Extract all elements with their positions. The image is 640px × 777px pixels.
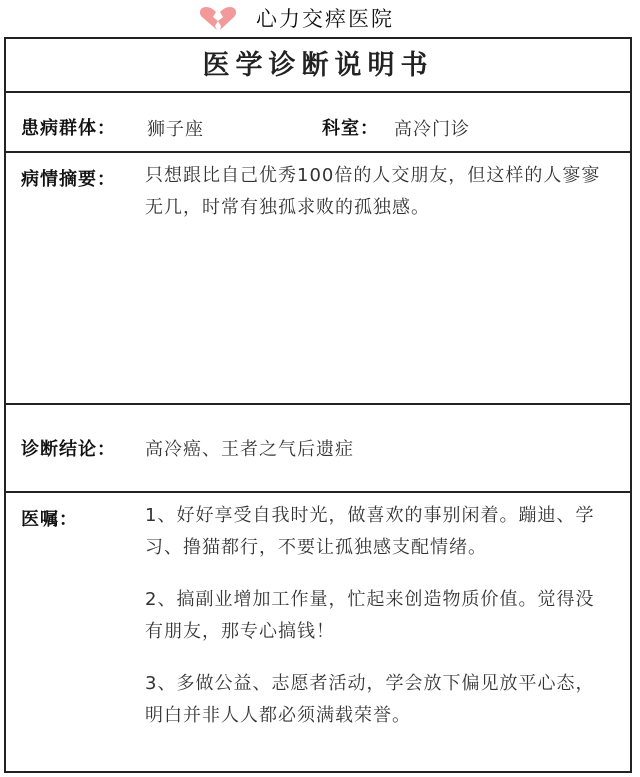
- patient-group-label: 患病群体：: [21, 118, 116, 139]
- advice-item: 3、多做公益、志愿者活动，学会放下偏见放平心态，明白并非人人都必须满载荣誉。: [145, 673, 595, 726]
- broken-heart-icon: [198, 6, 238, 32]
- advice-item: 2、搞副业增加工作量，忙起来创造物质价值。觉得没有朋友，那专心搞钱！: [145, 589, 595, 642]
- diagnosis-label: 诊断结论：: [21, 439, 116, 460]
- advice-item: 1、好好享受自我时光，做喜欢的事别闲着。蹦迪、学习、撸猫都行，不要让孤独感支配情绪。: [145, 505, 595, 558]
- divider: [6, 403, 630, 405]
- document-title: 医学诊断说明书: [202, 50, 434, 81]
- summary-text: 只想跟比自己优秀100倍的人交朋友，但这样的人寥寥无几，时常有独孤求败的孤独感。: [145, 165, 601, 218]
- department-label: 科室：: [322, 118, 379, 139]
- divider: [6, 91, 630, 93]
- hospital-name: 心力交瘁医院: [256, 7, 394, 31]
- patient-group-value: 狮子座: [147, 119, 204, 140]
- diagnosis-value: 高冷癌、王者之气后遗症: [145, 439, 354, 460]
- summary-label: 病情摘要：: [21, 169, 116, 190]
- divider: [6, 491, 630, 493]
- department-value: 高冷门诊: [394, 119, 470, 140]
- advice-label: 医嘱：: [21, 509, 78, 530]
- hospital-header: [0, 0, 640, 38]
- diagnosis-form: [4, 37, 632, 773]
- divider: [6, 151, 630, 153]
